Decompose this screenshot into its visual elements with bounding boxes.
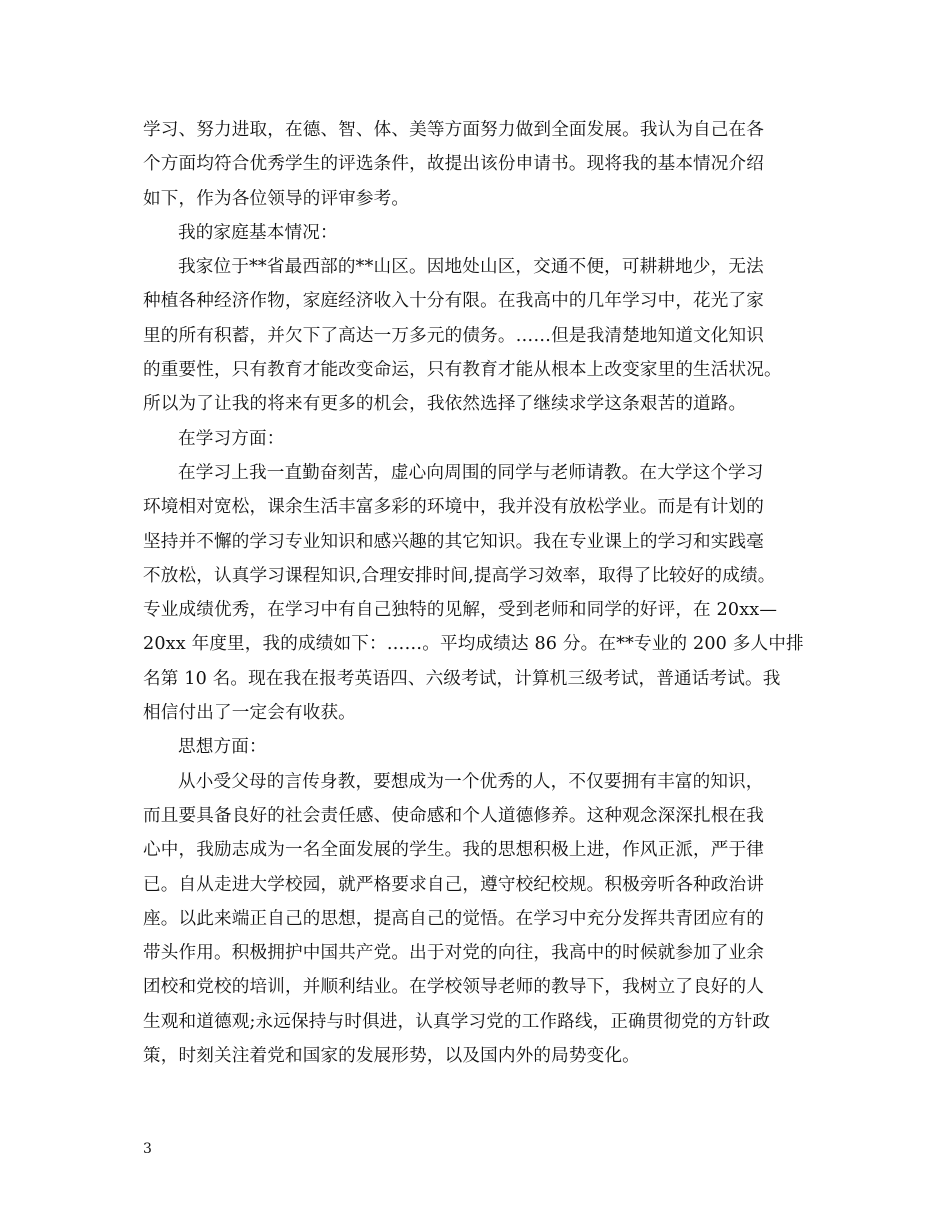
text-line: 坚持并不懈的学习专业知识和感兴趣的其它知识。我在专业课上的学习和实践毫 xyxy=(143,531,765,552)
paragraph-first-line: 在学习方面： xyxy=(178,428,285,449)
text-line: 环境相对宽松，课余生活丰富多彩的环境中，我并没有放松学业。而是有计划的 xyxy=(143,497,765,518)
paragraph-first-line: 从小受父母的言传身教，要想成为一个优秀的人，不仅要拥有丰富的知识， xyxy=(178,771,764,792)
text-line: 座。以此来端正自己的思想，提高自己的觉悟。在学习中充分发挥共青团应有的 xyxy=(143,908,765,929)
text-line: 的重要性，只有教育才能改变命运，只有教育才能从根本上改变家里的生活状况。 xyxy=(143,360,782,381)
text-line: 相信付出了一定会有收获。 xyxy=(143,703,356,724)
paragraph-first-line: 我的家庭基本情况： xyxy=(178,222,338,243)
paragraph-first-line: 思想方面： xyxy=(178,737,267,758)
text-line: 团校和党校的培训，并顺利结业。在学校领导老师的教导下，我树立了良好的人 xyxy=(143,977,765,998)
text-line: 名第 10 名。现在我在报考英语四、六级考试，计算机三级考试，普通话考试。我 xyxy=(143,668,781,689)
paragraph-first-line: 在学习上我一直勤奋刻苦，虚心向周围的同学与老师请教。在大学这个学习 xyxy=(178,462,764,483)
text-line: 里的所有积蓄，并欠下了高达一万多元的债务。……但是我清楚地知道文化知识 xyxy=(143,325,765,346)
text-line: 而且要具备良好的社会责任感、使命感和个人道德修养。这种观念深深扎根在我 xyxy=(143,805,765,826)
text-line: 带头作用。积极拥护中国共产党。出于对党的向往，我高中的时候就参加了业余 xyxy=(143,943,765,964)
text-line: 生观和道德观;永远保持与时俱进，认真学习党的工作路线，正确贯彻党的方针政 xyxy=(143,1011,771,1032)
text-line: 策，时刻关注着党和国家的发展形势，以及国内外的局势变化。 xyxy=(143,1046,640,1067)
text-line: 已。自从走进大学校园，就严格要求自己，遵守校纪校规。积极旁听各种政治讲 xyxy=(143,874,765,895)
text-line: 心中，我励志成为一名全面发展的学生。我的思想积极上进，作风正派，严于律 xyxy=(143,840,765,861)
page-number: 3 xyxy=(143,1141,152,1157)
document-body xyxy=(143,113,808,1073)
text-line: 种植各种经济作物，家庭经济收入十分有限。在我高中的几年学习中，花光了家 xyxy=(143,291,765,312)
text-line: 如下，作为各位领导的评审参考。 xyxy=(143,188,410,209)
paragraph-first-line: 我家位于**省最西部的**山区。因地处山区，交通不便，可耕耕地少，无法 xyxy=(178,257,764,278)
text-line: 所以为了让我的将来有更多的机会，我依然选择了继续求学这条艰苦的道路。 xyxy=(143,394,747,415)
text-line: 不放松，认真学习课程知识,合理安排时间,提高学习效率，取得了比较好的成绩。 xyxy=(143,565,776,586)
text-line: 学习、努力进取，在德、智、体、美等方面努力做到全面发展。我认为自己在各 xyxy=(143,120,765,140)
text-line: 个方面均符合优秀学生的评选条件，故提出该份申请书。现将我的基本情况介绍 xyxy=(143,154,765,175)
text-line: 专业成绩优秀，在学习中有自己独特的见解，受到老师和同学的好评，在 20xx— xyxy=(143,600,778,621)
text-line: 20xx 年度里，我的成绩如下：……。平均成绩达 86 分。在**专业的 200 多人中排 xyxy=(143,634,804,655)
